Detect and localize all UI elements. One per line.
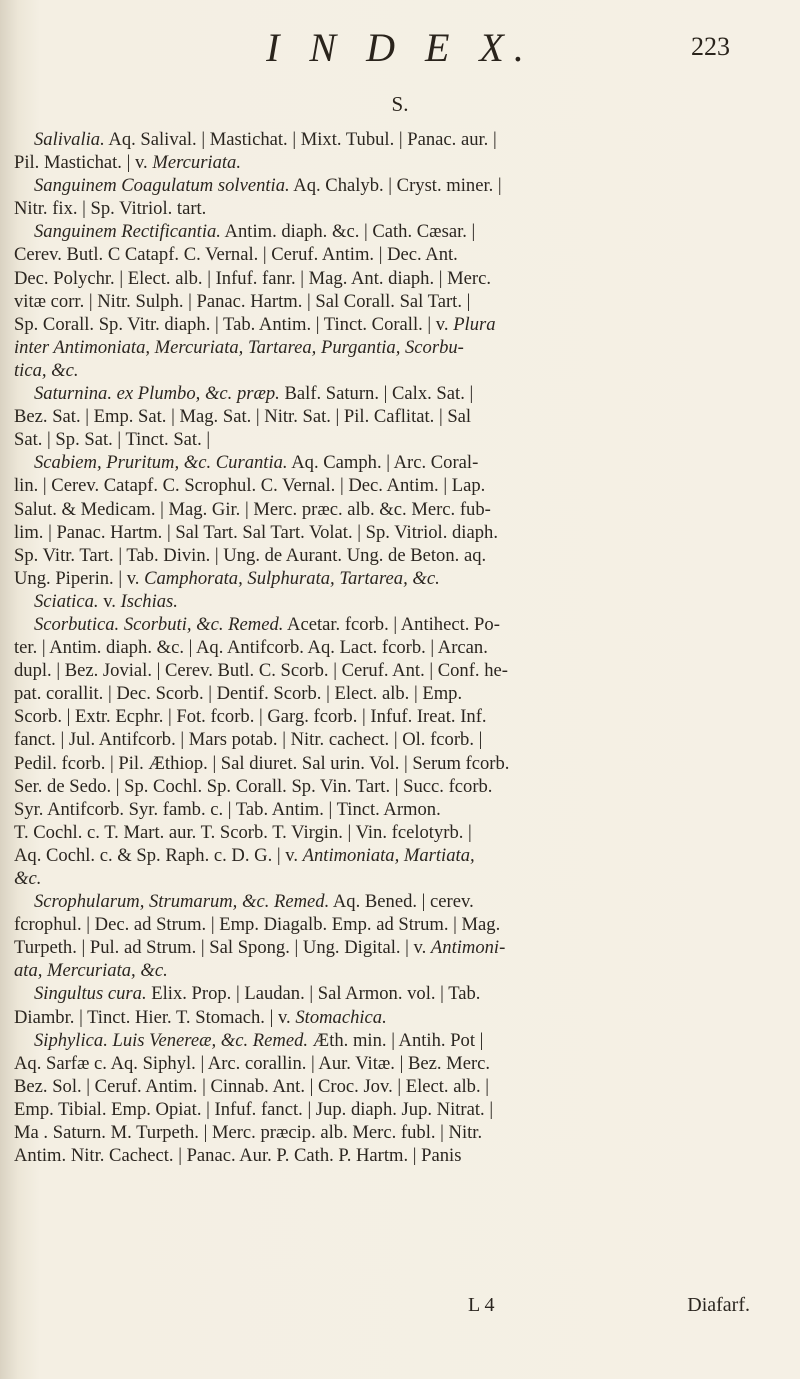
index-entry-text: Æth. min. | Antih. Pot | — [308, 1029, 484, 1051]
index-entry-text: Aq. Bened. | cerev. — [329, 891, 474, 913]
index-entry-text: Bez. Sat. | Emp. Sat. | Mag. Sat. | Nitr. Sat. | Pil. Caflitat. | Sal — [14, 406, 472, 428]
index-line — [14, 567, 784, 590]
index-entry-text: v. — [98, 590, 121, 612]
index-heading-text: Scabiem, Pruritum, &c. Curantia. — [34, 452, 288, 474]
index-entry-text: Antim. Nitr. Cachect. | Panac. Aur. P. Cath. P. Hartm. | Panis — [14, 1145, 462, 1167]
index-line — [14, 220, 784, 243]
index-line — [14, 636, 784, 659]
index-line — [14, 798, 784, 821]
index-heading-text: inter Antimoniata, Mercuriata, Tartarea, Purgantia, Scorbu- — [14, 336, 464, 358]
index-entry-text: Cerev. Butl. C Catapf. C. Vernal. | Ceruf. Antim. | Dec. Ant. — [14, 244, 458, 266]
index-line — [14, 659, 784, 682]
page-number: 223 — [691, 32, 730, 61]
index-entry-text: Elix. Prop. | Laudan. | Sal Armon. vol. | Tab. — [146, 983, 481, 1005]
index-heading-text: Camphorata, Sulphurata, Tartarea, &c. — [144, 567, 440, 589]
index-line — [14, 959, 784, 982]
index-entry-text: fanct. | Jul. Antifcorb. | Mars potab. | Nitr. cachect. | Ol. fcorb. | — [14, 729, 483, 751]
index-heading-text: Siphylica. Luis Venereæ, &c. Remed. — [34, 1029, 309, 1051]
index-entry-text: vitæ corr. | Nitr. Sulph. | Panac. Hartm. | Sal Corall. Sal Tart. | — [14, 290, 471, 312]
index-line — [14, 913, 784, 936]
index-line — [14, 752, 784, 775]
index-line — [14, 1029, 784, 1052]
index-line — [14, 313, 784, 336]
index-body — [14, 128, 784, 1167]
index-heading-text: Sciatica. — [34, 590, 99, 612]
index-line — [14, 1006, 784, 1029]
index-heading-text: Scorbutica. Scorbuti, &c. Remed. — [34, 613, 284, 635]
index-entry-text: Nitr. fix. | Sp. Vitriol. tart. — [14, 198, 207, 220]
index-heading-text: Salivalia. — [34, 129, 105, 150]
index-line — [14, 1121, 784, 1144]
index-line — [14, 151, 784, 174]
index-heading-text: Ischias. — [120, 590, 178, 612]
index-entry-text: Turpeth. | Pul. ad Strum. | Sal Spong. | Ung. Digital. | v. — [14, 937, 431, 959]
index-line — [14, 890, 784, 913]
catchword: Diafarf. — [687, 1294, 750, 1316]
index-heading-text: &c. — [14, 868, 42, 889]
index-line — [14, 590, 784, 613]
index-entry-text: Aq. Camph. | Arc. Coral- — [287, 452, 479, 474]
index-line — [14, 428, 784, 451]
index-entry-text: Aq. Sarfæ c. Aq. Siphyl. | Arc. corallin. | Aur. Vitæ. | Bez. Merc. — [14, 1052, 491, 1074]
index-line — [14, 1075, 784, 1098]
index-entry-text: dupl. | Bez. Jovial. | Cerev. Butl. C. Scorb. | Ceruf. Ant. | Conf. he- — [14, 660, 508, 682]
index-heading-text: Mercuriata. — [152, 152, 242, 174]
index-entry-text: fcrophul. | Dec. ad Strum. | Emp. Diagalb. Emp. ad Strum. | Mag. — [14, 914, 501, 936]
index-line — [14, 451, 784, 474]
index-entry-text: lim. | Panac. Hartm. | Sal Tart. Sal Tart. Volat. | Sp. Vitriol. diaph. — [14, 521, 498, 543]
index-entry-text: T. Cochl. c. T. Mart. aur. T. Scorb. T. Virgin. | Vin. fcelotyrb. | — [14, 821, 472, 843]
index-entry-text: ter. | Antim. diaph. &c. | Aq. Antifcorb. Aq. Lact. fcorb. | Arcan. — [14, 637, 488, 659]
index-entry-text: Diambr. | Tinct. Hier. T. Stomach. | v. — [14, 1006, 296, 1028]
index-line — [14, 936, 784, 959]
index-line — [14, 775, 784, 798]
index-line — [14, 382, 784, 405]
index-line — [14, 728, 784, 751]
index-line — [14, 982, 784, 1005]
index-line — [14, 867, 784, 890]
index-line — [14, 267, 784, 290]
index-line — [14, 1052, 784, 1075]
index-entry-text: Emp. Tibial. Emp. Opiat. | Infuf. fanct. | Jup. diaph. Jup. Nitrat. | — [14, 1098, 494, 1120]
index-entry-text: lin. | Cerev. Catapf. C. Scrophul. C. Vernal. | Dec. Antim. | Lap. — [14, 475, 486, 497]
index-line — [14, 613, 784, 636]
index-heading-text: Sanguinem Rectificantia. — [34, 221, 221, 243]
index-line — [14, 705, 784, 728]
index-entry-text: Aq. Salival. | Mastichat. | Mixt. Tubul. | Panac. aur. | — [104, 129, 497, 150]
index-heading-text: Stomachica. — [295, 1006, 387, 1028]
index-line — [14, 197, 784, 220]
index-entry-text: Pedil. fcorb. | Pil. Æthiop. | Sal diuret. Sal urin. Vol. | Serum fcorb. — [14, 752, 510, 774]
index-heading-text: Plura — [453, 313, 496, 335]
index-line — [14, 844, 784, 867]
index-line — [14, 544, 784, 567]
index-line — [14, 682, 784, 705]
index-line — [14, 498, 784, 521]
index-heading-text: Singultus cura. — [34, 983, 147, 1005]
index-entry-text: Pil. Mastichat. | v. — [14, 152, 153, 174]
index-line — [14, 359, 784, 382]
index-heading-text: Antimoniata, Martiata, — [302, 844, 475, 866]
index-line — [14, 174, 784, 197]
index-entry-text: Acetar. fcorb. | Antihect. Po- — [283, 613, 500, 635]
index-line — [14, 336, 784, 359]
index-entry-text: Dec. Polychr. | Elect. alb. | Infuf. fanr. | Mag. Ant. diaph. | Merc. — [14, 267, 492, 289]
index-heading-text: Sanguinem Coagulatum solventia. — [34, 175, 290, 197]
page-title: I N D E X. — [266, 25, 534, 70]
index-line — [14, 474, 784, 497]
index-entry-text: Ser. de Sedo. | Sp. Cochl. Sp. Corall. Sp. Vin. Tart. | Succ. fcorb. — [14, 775, 493, 797]
index-entry-text: Balf. Saturn. | Calx. Sat. | — [279, 383, 474, 405]
index-line — [14, 405, 784, 428]
running-header — [0, 14, 800, 74]
index-heading-text: tica, &c. — [14, 359, 79, 381]
index-line — [14, 821, 784, 844]
index-entry-text: Ung. Piperin. | v. — [14, 567, 145, 589]
index-entry-text: Sat. | Sp. Sat. | Tinct. Sat. | — [14, 429, 211, 451]
index-entry-text: pat. corallit. | Dec. Scorb. | Dentif. Scorb. | Elect. alb. | Emp. — [14, 683, 463, 705]
section-letter: S. — [391, 92, 409, 116]
index-line — [14, 521, 784, 544]
index-line — [14, 128, 784, 151]
index-entry-text: Scorb. | Extr. Ecphr. | Fot. fcorb. | Garg. fcorb. | Infuf. Ireat. Inf. — [14, 706, 487, 728]
index-entry-text: Aq. Cochl. c. & Sp. Raph. c. D. G. | v. — [14, 844, 303, 866]
index-entry-text: Sp. Vitr. Tart. | Tab. Divin. | Ung. de Aurant. Ung. de Beton. aq. — [14, 544, 487, 566]
index-heading-text: Saturnina. ex Plumbo, &c. præp. — [34, 383, 280, 405]
index-entry-text: Antim. diaph. &c. | Cath. Cæsar. | — [220, 221, 476, 243]
index-entry-text: Sp. Corall. Sp. Vitr. diaph. | Tab. Antim. | Tinct. Corall. | v. — [14, 313, 454, 335]
signature-mark: L 4 — [468, 1294, 495, 1316]
index-line — [14, 1098, 784, 1121]
index-line — [14, 243, 784, 266]
index-entry-text: Ma . Saturn. M. Turpeth. | Merc. præcip. alb. Merc. fubl. | Nitr. — [14, 1122, 483, 1144]
index-line — [14, 290, 784, 313]
page-footer — [0, 1294, 800, 1324]
index-heading-text: Scrophularum, Strumarum, &c. Remed. — [34, 891, 330, 913]
index-entry-text: Syr. Antifcorb. Syr. famb. c. | Tab. Antim. | Tinct. Armon. — [14, 798, 441, 820]
index-line — [14, 1144, 784, 1167]
index-heading-text: ata, Mercuriata, &c. — [14, 960, 168, 982]
index-heading-text: Antimoni- — [430, 937, 506, 959]
index-entry-text: Aq. Chalyb. | Cryst. miner. | — [289, 175, 502, 197]
index-entry-text: Salut. & Medicam. | Mag. Gir. | Merc. præc. alb. &c. Merc. fub- — [14, 498, 491, 520]
index-entry-text: Bez. Sol. | Ceruf. Antim. | Cinnab. Ant. | Croc. Jov. | Elect. alb. | — [14, 1075, 489, 1097]
